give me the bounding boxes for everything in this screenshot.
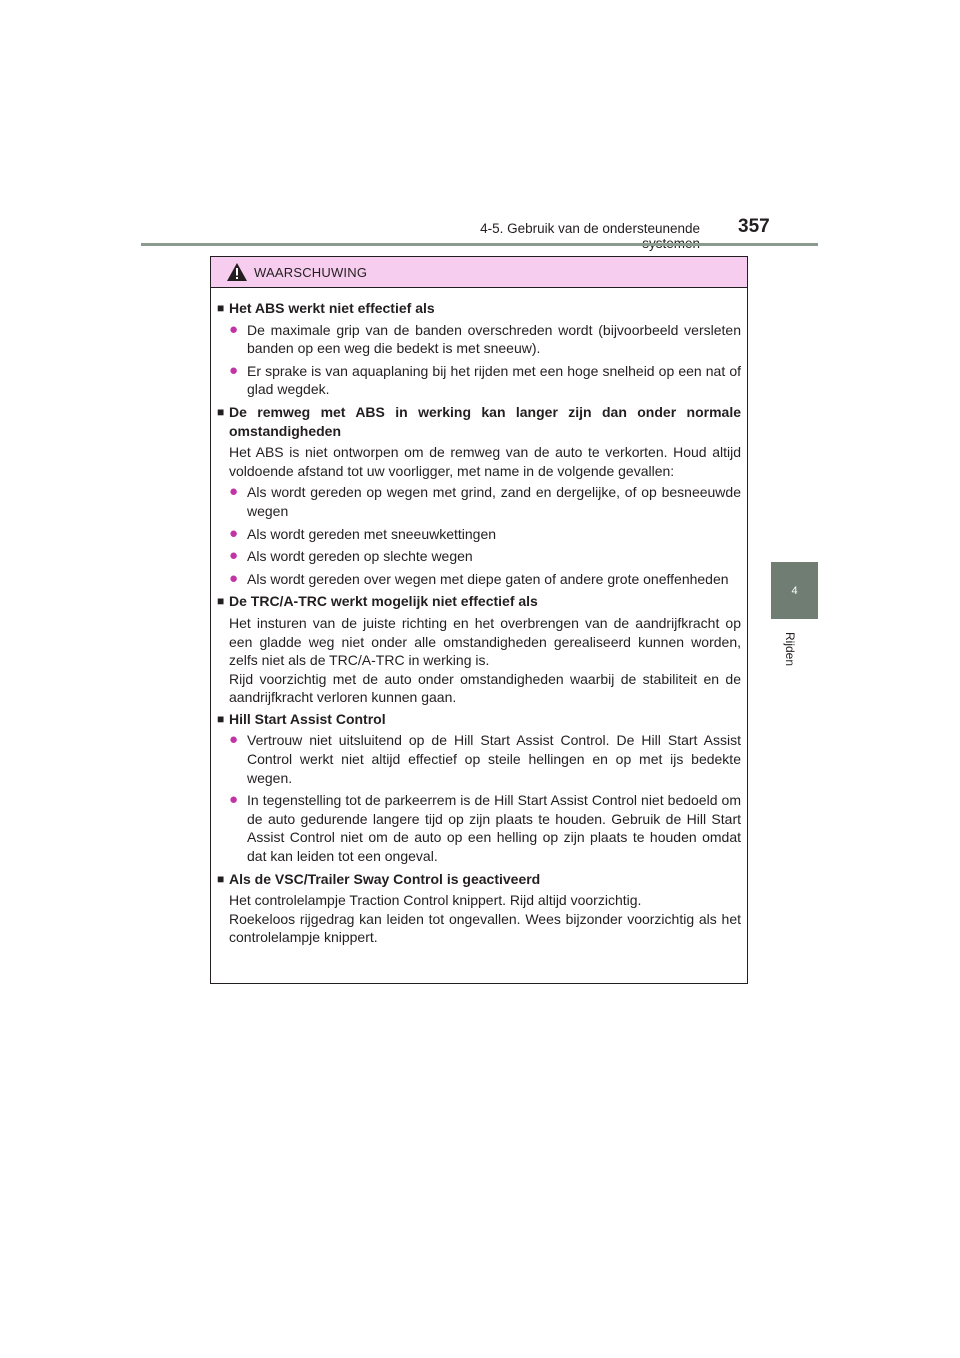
list-item: ● Als wordt gereden op wegen met grind, zand en dergelijke, of op besneeuwde wegen [229,483,741,519]
square-bullet-icon: ■ [217,594,225,609]
circle-bullet-icon: ● [229,483,239,501]
chapter-number: 4 [791,584,798,597]
section-heading: ■ Als de VSC/Trailer Sway Control is geactiveerd [217,870,541,887]
page-number: 357 [738,216,770,237]
circle-bullet-icon: ● [229,569,239,587]
circle-bullet-icon: ● [229,361,239,379]
list-item: ● Als wordt gereden met sneeuwkettingen [229,524,497,542]
square-bullet-icon: ■ [217,711,225,726]
list-item: ● De maximale grip van de banden overschreden wordt (bijvoorbeeld versleten banden op een weg die bedekt is met sneeuw). [229,320,741,357]
chapter-title: Rijden [783,632,797,667]
section-text: Het controlelampje Traction Control knippert. Rijd altijd voorzichtig. Roekeloos rijgedrag kan leiden tot ongevallen. Wees bijzonder voorzichtig als het controlelampje knippert. [229,892,741,946]
header-divider [141,243,818,246]
circle-bullet-icon: ● [229,547,239,565]
square-bullet-icon: ■ [217,301,225,315]
section-heading: ■ De TRC/A-TRC werkt mogelijk niet effectief als [217,593,538,610]
circle-bullet-icon: ● [229,320,239,338]
circle-bullet-icon: ● [229,731,239,749]
section-text: Het ABS is niet ontworpen om de remweg van de auto te verkorten. Houd altijd voldoende afstand tot uw voorligger, met name in de volgende gevallen: [229,444,741,479]
section-text: Het insturen van de juiste richting en het overbrengen van de aandrijfkracht op een gladde weg niet onder alle omstandigheden gerealiseerd kunnen worden, zelfs niet als de TRC/A-TRC in werking is. Rijd voorzichtig met de auto onder omstandigheden waarbij de stabiliteit en de aandrijfkracht verloren kunnen gaan. [229,614,741,706]
circle-bullet-icon: ● [229,791,239,809]
list-item: ● Er sprake is van aquaplaning bij het rijden met een hoge snelheid op een nat of glad wegdek. [229,361,741,398]
square-bullet-icon: ■ [217,871,225,886]
list-item: ● Vertrouw niet uitsluitend op de Hill Start Assist Control. De Hill Start Assist Control werkt niet altijd effectief op steile hellingen en op met ijs bedekte wegen. [229,731,741,786]
square-bullet-icon: ■ [217,404,225,419]
circle-bullet-icon: ● [229,524,239,542]
warning-box [210,256,748,984]
warning-header [211,257,747,288]
section-heading: ■ De remweg met ABS in werking kan langer zijn dan onder normale omstandigheden [217,403,741,439]
warning-body [211,288,747,947]
section-title: 4-5. Gebruik van de ondersteunende [480,221,700,236]
section-heading: ■ Hill Start Assist Control [217,710,386,727]
list-item: ● In tegenstelling tot de parkeerrem is de Hill Start Assist Control niet bedoeld om de auto gedurende langere tijd op zijn plaats te houden. Gebruik de Hill Start Assist Control niet om de auto op een helling op zijn plaats te houden omdat dat kan leiden tot een ongeval. [229,791,741,865]
warning-title: WAARSCHUWING [254,264,368,280]
section-heading: ■ Het ABS werkt niet effectief als [217,300,435,316]
list-item: ● Als wordt gereden over wegen met diepe gaten of andere grote oneffenheden [229,569,729,587]
list-item: ● Als wordt gereden op slechte wegen [229,547,473,565]
warning-triangle-icon [226,262,248,282]
chapter-tab [771,562,818,619]
